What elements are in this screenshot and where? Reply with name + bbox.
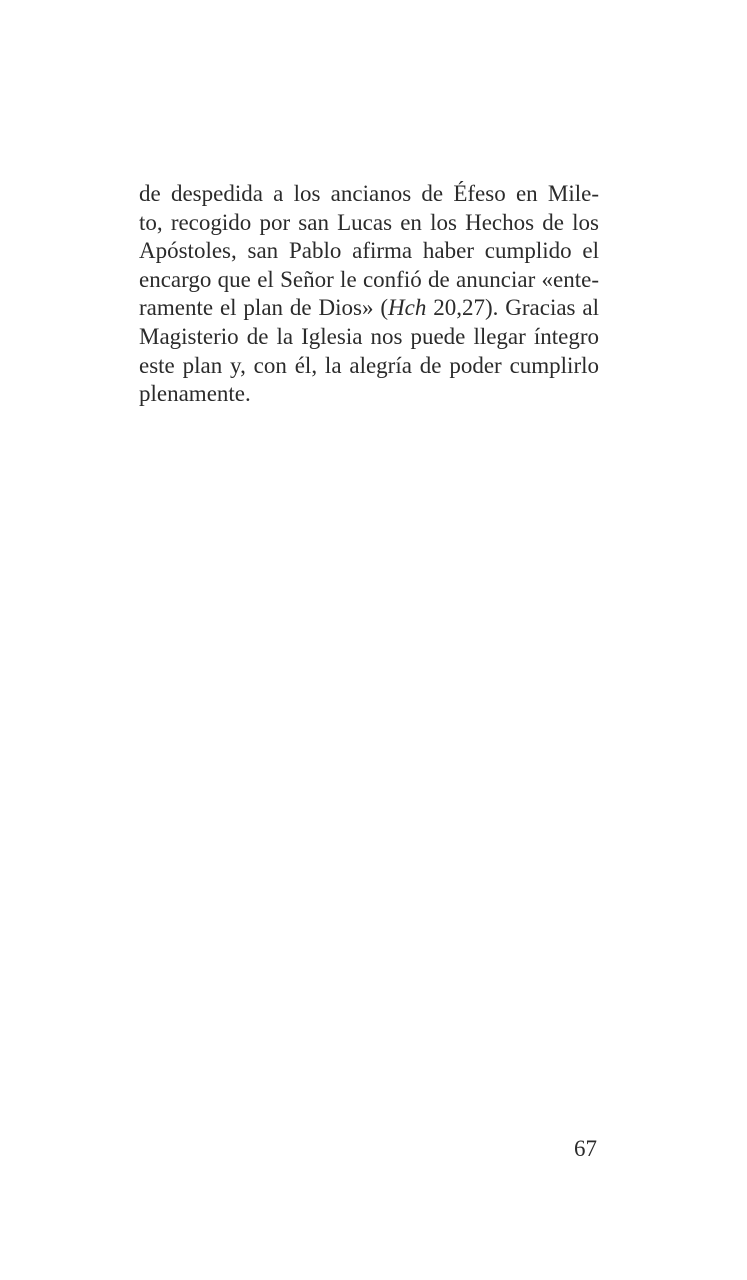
page-number: 67 — [574, 1136, 597, 1161]
text-line: plenamente. — [139, 381, 251, 407]
body-paragraph — [139, 180, 599, 409]
citation-abbreviation: Hch — [388, 295, 427, 321]
text-line: Apóstoles, san Pablo afirma haber cumplido el — [139, 238, 599, 264]
text-line: de despedida a los ancianos de Éfeso en Mile- — [139, 181, 599, 206]
text-line — [139, 294, 599, 323]
text-line: Magisterio de la Iglesia nos puede llegar íntegro — [139, 323, 599, 349]
text-line: este plan y, con él, la alegría de poder cumplirlo — [139, 352, 599, 378]
text-line: encargo que el Señor le confió de anunciar «ente- — [139, 266, 599, 292]
text-line-start: ramente el plan de Dios» ( — [139, 295, 389, 321]
text-line: to, recogido por san Lucas en los Hechos de los — [139, 209, 599, 235]
text-line-end: 20,27). Gracias al — [426, 295, 599, 321]
